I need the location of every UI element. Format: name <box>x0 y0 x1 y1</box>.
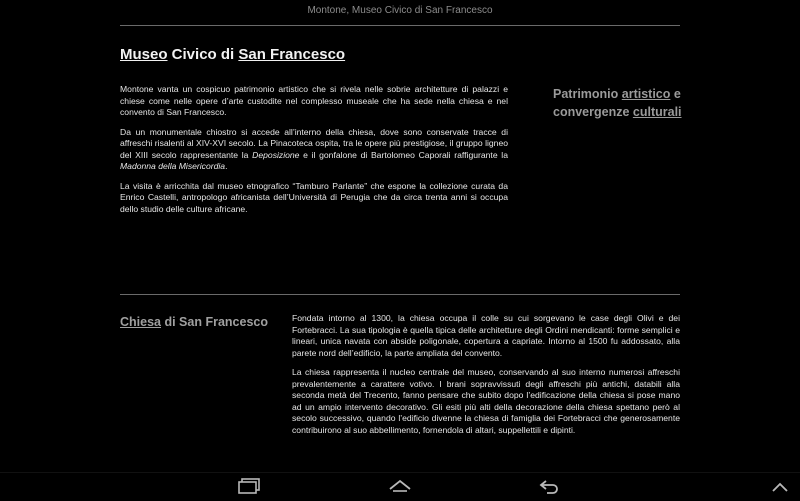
home-icon <box>387 477 413 495</box>
intro-paragraph-2-c: . <box>225 161 228 171</box>
intro-paragraph-1: Montone vanta un cospicuo patrimonio artistico che si rivela nelle sobrie architetture di palazzi e chiese come nelle opere d’arte custodite nel complesso museale che ha sede nella chiesa e nel convento di San Francesco. <box>120 84 508 117</box>
museo-link[interactable]: Museo <box>120 46 168 63</box>
section-paragraph-2: La chiesa rappresenta il nucleo centrale del museo, conservando al suo interno numerosi affreschi prevalentemente a carattere votivo. I brani sopravvissuti degli affreschi più antichi, databili alla seconda metà del Trecento, fanno pensare che subito dopo l’edificazione della chiesa si pose mano ad un ampio intervento decorativo. Gli esiti più alti della decorazione della chiesa spettano però al secolo successivo, quando l’edificio divenne la chiesa di famiglia dei Fortebracci che generosamente contribuirono al suo abbellimento, fornendola di altari, suppellettili e dipinti. <box>292 367 680 435</box>
intro-paragraph-3: La visita è arricchita dal museo etnografico “Tamburo Parlante” che espone la collezione curata da Enrico Castelli, antropologo africanista dell’Università di Perugia che da circa trenta anni si occupa dello studio delle culture africane. <box>120 180 508 214</box>
madonna-text: Madonna della Misericordia <box>120 161 226 171</box>
section-text <box>292 313 680 444</box>
back-button[interactable] <box>530 477 570 499</box>
side-heading <box>553 85 693 121</box>
home-button[interactable] <box>380 477 420 499</box>
section-divider <box>120 294 680 295</box>
chiesa-link[interactable]: Chiesa <box>120 315 161 329</box>
section-heading <box>120 313 270 332</box>
side-heading-part2: e convergenze <box>553 87 681 119</box>
back-icon <box>537 477 563 495</box>
recent-apps-button[interactable] <box>230 477 270 499</box>
recent-apps-icon <box>237 477 263 495</box>
top-divider <box>120 25 680 26</box>
artistico-link[interactable]: artistico <box>621 87 671 101</box>
side-heading-part1: Patrimonio <box>553 87 622 101</box>
page-title-mid: Civico di <box>167 46 239 63</box>
intro-paragraph-2-b: e il gonfalone di Bartolomeo Caporali raffigurante la <box>299 149 508 160</box>
page-title <box>120 46 345 63</box>
section-paragraph-1: Fondata intorno al 1300, la chiesa occupa il colle su cui sorgevano le case degli Olivi e dei Fortebracci. La sua tipologia è quella tipica delle architetture degli Ordini mendicanti: forme semplici e lineari, unica navata con abside poligonale, copertura a capriate. Intorno al 1500 fu addossato, alla parete nord dell’edificio, la parte ampliata del convento. <box>292 313 680 358</box>
window-title: Montone, Museo Civico di San Francesco <box>307 5 493 16</box>
deposizione-text: Deposizione <box>252 149 300 160</box>
menu-icon <box>767 477 793 495</box>
section-heading-rest: di San Francesco <box>161 315 268 329</box>
intro-text <box>120 84 508 223</box>
san-francesco-link[interactable]: San Francesco <box>238 46 346 63</box>
intro-paragraph-2-a: Da un monumentale chiostro si accede all’interno della chiesa, dove sono conservate tracce di affreschi risalenti al XIV-XVI secolo. La Pinacoteca ospita, tra le opere più prestigiose, il gruppo ligneo del XIII secolo rappresentante la <box>120 126 508 160</box>
menu-button[interactable] <box>760 477 800 499</box>
culturali-link[interactable]: culturali <box>632 105 682 119</box>
system-navigation-bar <box>0 472 800 501</box>
intro-paragraph-2 <box>120 127 508 173</box>
